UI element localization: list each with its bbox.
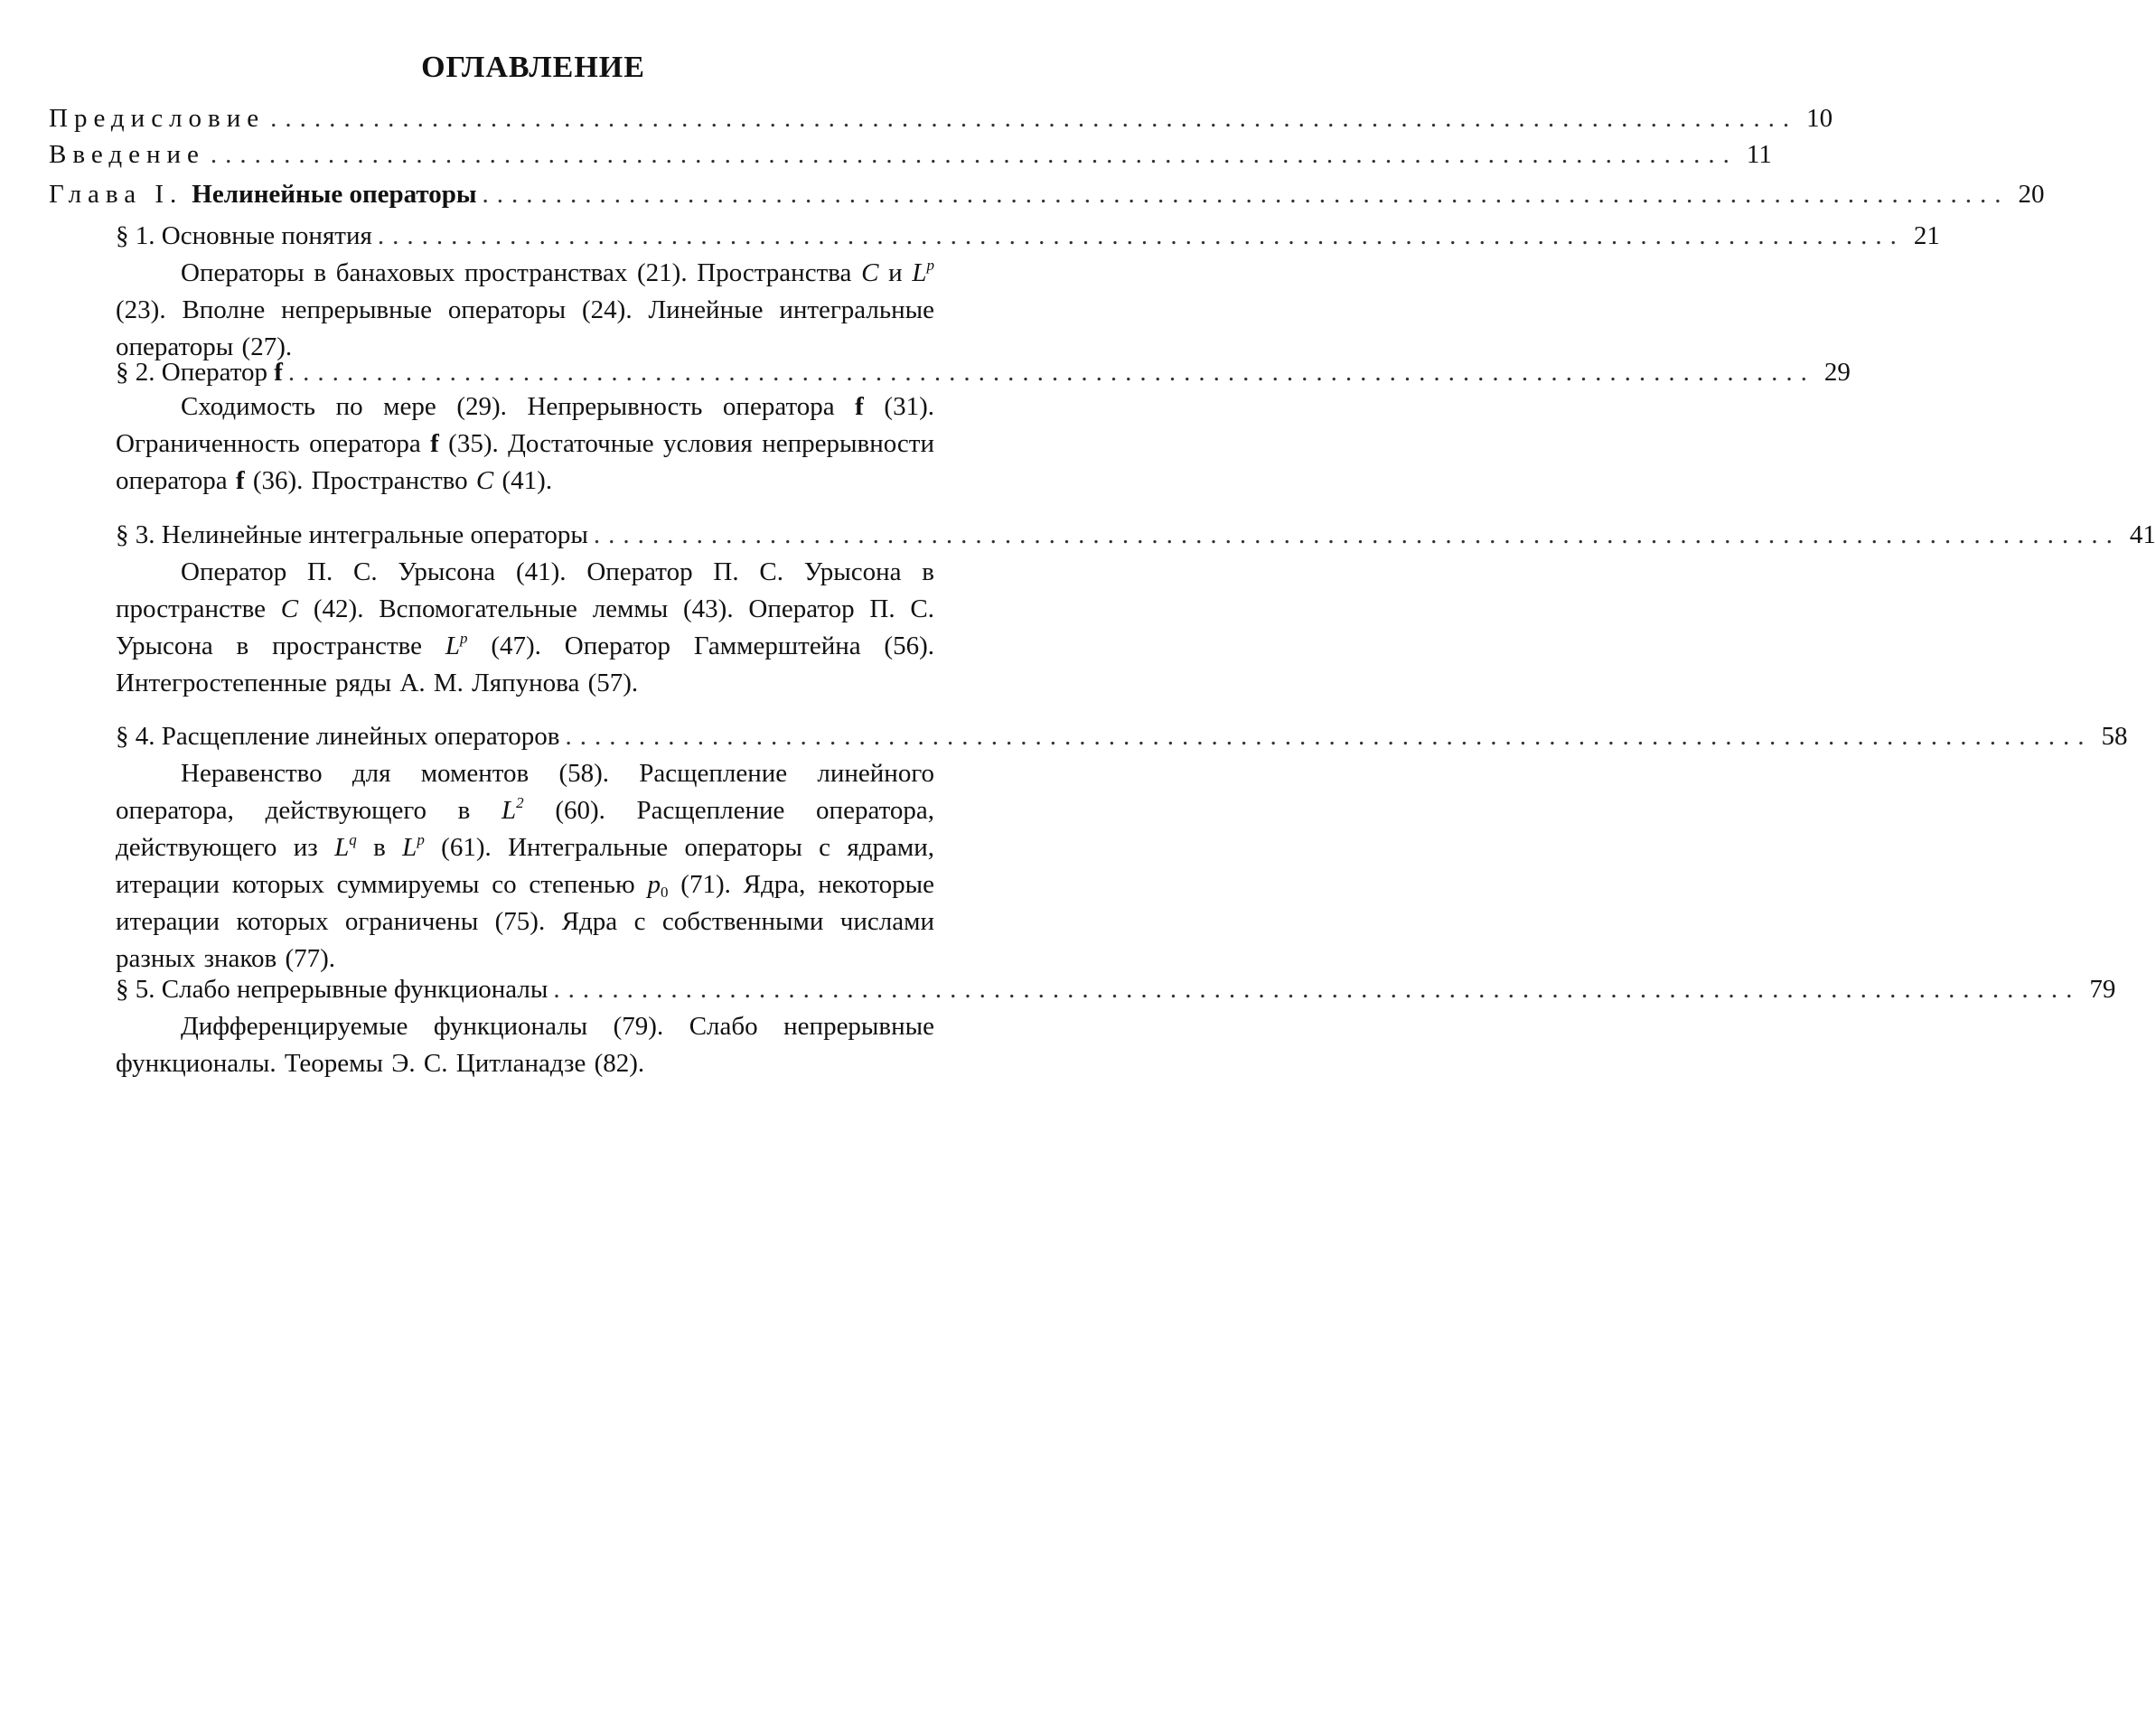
toc-entry-preface[interactable] [49,100,1016,137]
toc-label: Предисловие [49,100,265,137]
leader-dots: ........................................................................................................ [566,718,2093,755]
toc-page-number: 21 [1914,218,1940,255]
section-4-description: Неравенство для моментов (58). Расщепление линейного оператора, действующего в L2 (60). Расщепление оператора, действующего из Lq в Lp (61). Интегральные операторы с ядрами, итерации которых суммируемы со степенью p0 (71). Ядра, некоторые итерации которых ограничены (75). Ядра с собственными числами разных знаков (77). [116,755,934,978]
toc-page-number: 58 [2102,718,2128,755]
section-1-description: Операторы в банаховых пространствах (21). Пространства C и Lp (23). Вполне непрерывные операторы (24). Линейные интегральные операторы (27). [116,255,934,366]
toc-label: Введение [49,136,205,173]
toc-page-number: 11 [1747,136,1772,173]
section-label: § 4. Расщепление линейных операторов [116,718,560,755]
section-5-description: Дифференцируемые функционалы (79). Слабо непрерывные функционалы. Теоремы Э. С. Цитланадзе (82). [116,1008,934,1082]
section-label: § 5. Слабо непрерывные функционалы [116,971,548,1008]
leader-dots: ........................................................................................................ [553,971,2080,1008]
chapter-title: Нелинейные операторы [192,176,476,213]
toc-page-number: 20 [2019,176,2045,213]
toc-page-number: 41 [2130,517,2156,554]
section-label: § 3. Нелинейные интегральные операторы [116,517,588,554]
toc-entry-chapter-1[interactable] [49,176,1016,213]
leader-dots: ........................................................................................................ [378,218,1905,255]
leader-dots: ........................................................................................................ [288,354,1815,391]
leader-dots: ........................................................................................................ [483,176,2010,213]
toc-entry-section-3[interactable] [116,517,1016,554]
section-2-description: Сходимость по мере (29). Непрерывность оператора f (31). Ограниченность оператора f (35). Достаточные условия непрерывности оператора f (36). Пространство C (41). [116,388,934,500]
section-3-description: Оператор П. С. Урысона (41). Оператор П. С. Урысона в пространстве C (42). Вспомогательные леммы (43). Оператор П. С. Урысона в пространстве Lp (47). Оператор Гаммерштейна (56). Интегростепенные ряды А. М. Ляпунова (57). [116,554,934,702]
toc-entry-section-2[interactable] [116,354,1016,391]
leader-dots: ........................................................................................................ [270,100,1797,137]
toc-entry-section-4[interactable] [116,718,1016,755]
toc-page-number: 10 [1806,100,1833,137]
toc-page-number: 29 [1824,354,1851,391]
toc-page [0,0,1084,1731]
toc-page-number: 79 [2089,971,2115,1008]
leader-dots: ........................................................................................................ [594,517,2121,554]
toc-entry-intro[interactable] [49,136,1016,173]
toc-entry-section-5[interactable] [116,971,1016,1008]
section-label: § 1. Основные понятия [116,218,372,255]
chapter-prefix: Глава I. [49,176,183,213]
page-title: ОГЛАВЛЕНИЕ [0,49,1066,86]
toc-entry-section-1[interactable] [116,218,1016,255]
section-label: § 2. Оператор f [116,354,283,391]
leader-dots: ........................................................................................................ [211,136,1738,173]
